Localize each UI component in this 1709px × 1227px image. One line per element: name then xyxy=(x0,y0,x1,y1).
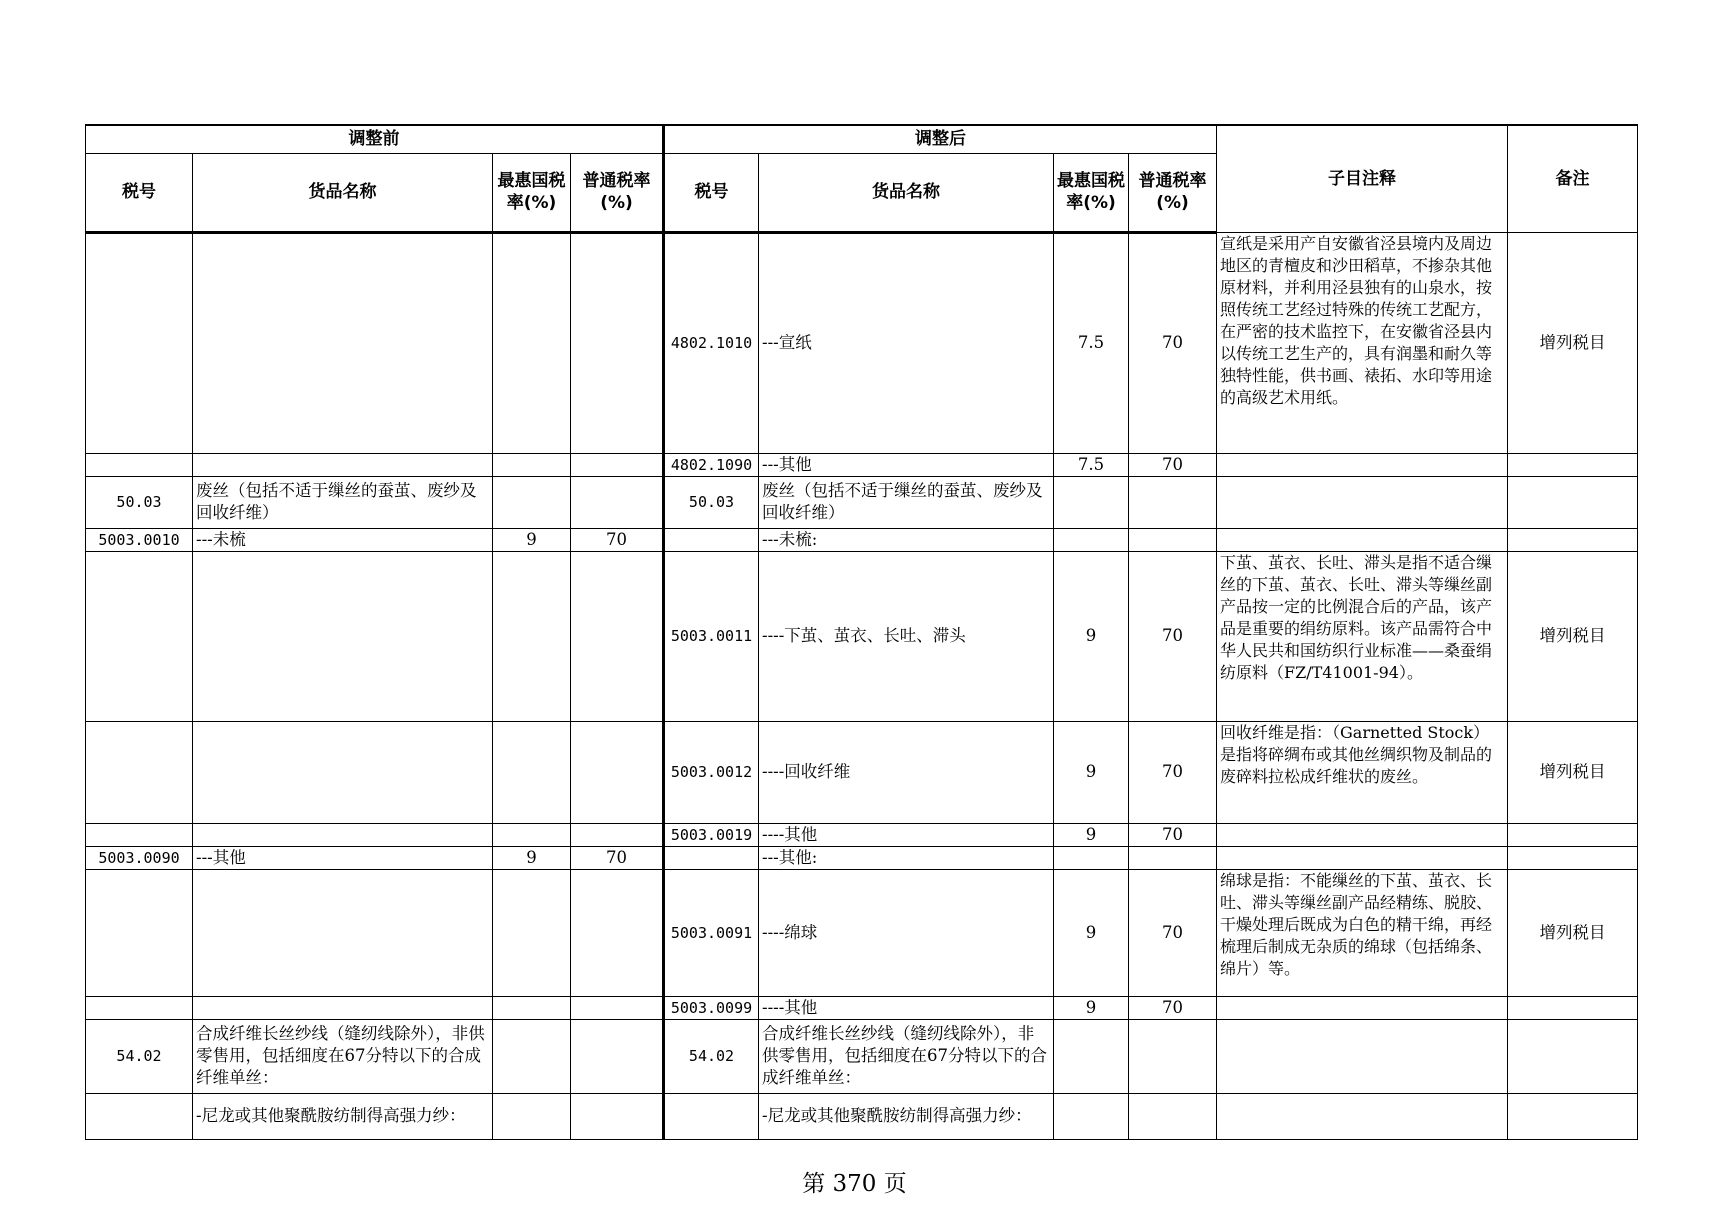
remark: 增列税目 xyxy=(1508,869,1638,996)
after-code: 5003.0019 xyxy=(664,823,759,846)
after-mfn: 9 xyxy=(1054,551,1129,721)
before-code-header: 税号 xyxy=(86,153,193,232)
before-code xyxy=(86,551,193,721)
before-general xyxy=(571,551,664,721)
before-general xyxy=(571,721,664,823)
before-mfn-header: 最惠国税率(%) xyxy=(493,153,571,232)
before-general xyxy=(571,476,664,528)
before-name xyxy=(193,551,493,721)
subheading-note xyxy=(1217,528,1508,551)
subheading-note xyxy=(1217,1093,1508,1139)
before-code xyxy=(86,232,193,453)
remark: 增列税目 xyxy=(1508,551,1638,721)
before-name: 合成纤维长丝纱线（缝纫线除外），非供零售用，包括细度在67分特以下的合成纤维单丝： xyxy=(193,1019,493,1093)
before-name xyxy=(193,823,493,846)
subheading-note xyxy=(1217,823,1508,846)
before-name: ---未梳 xyxy=(193,528,493,551)
after-code: 50.03 xyxy=(664,476,759,528)
after-general: 70 xyxy=(1129,996,1217,1019)
after-general xyxy=(1129,1093,1217,1139)
before-name xyxy=(193,721,493,823)
before-general-header: 普通税率(%) xyxy=(571,153,664,232)
remark: 增列税目 xyxy=(1508,232,1638,453)
after-name-header: 货品名称 xyxy=(759,153,1054,232)
before-mfn xyxy=(493,869,571,996)
remark-header: 备注 xyxy=(1508,125,1638,232)
subheading-note: 绵球是指：不能缫丝的下茧、茧衣、长吐、滞头等缫丝副产品经精练、脱胶、干燥处理后既成为白色的精干绵，再经梳理后制成无杂质的绵球（包括绵条、绵片）等。 xyxy=(1217,869,1508,996)
before-code xyxy=(86,721,193,823)
before-code: 5003.0010 xyxy=(86,528,193,551)
before-name-header: 货品名称 xyxy=(193,153,493,232)
before-mfn xyxy=(493,232,571,453)
after-mfn: 7.5 xyxy=(1054,453,1129,476)
after-code-header: 税号 xyxy=(664,153,759,232)
before-mfn xyxy=(493,721,571,823)
after-name: -尼龙或其他聚酰胺纺制得高强力纱： xyxy=(759,1093,1054,1139)
before-name: ---其他 xyxy=(193,846,493,869)
after-name: 废丝（包括不适于缫丝的蚕茧、废纱及回收纤维） xyxy=(759,476,1054,528)
table-row xyxy=(86,1019,1638,1093)
after-header: 调整后 xyxy=(664,125,1217,153)
subheading-note: 下茧、茧衣、长吐、滞头是指不适合缫丝的下茧、茧衣、长吐、滞头等缫丝副产品按一定的比例混合后的产品，该产品是重要的绢纺原料。该产品需符合中华人民共和国纺织行业标准——桑蚕绢纺原料（FZ/T41001-94）。 xyxy=(1217,551,1508,721)
subheading-note xyxy=(1217,996,1508,1019)
before-mfn xyxy=(493,996,571,1019)
note-header: 子目注释 xyxy=(1217,125,1508,232)
before-mfn: 9 xyxy=(493,528,571,551)
before-code: 5003.0090 xyxy=(86,846,193,869)
before-general xyxy=(571,823,664,846)
remark xyxy=(1508,528,1638,551)
before-mfn: 9 xyxy=(493,846,571,869)
after-mfn-header: 最惠国税率(%) xyxy=(1054,153,1129,232)
after-code: 54.02 xyxy=(664,1019,759,1093)
subheading-note xyxy=(1217,453,1508,476)
after-name: ---其他 xyxy=(759,453,1054,476)
after-code xyxy=(664,528,759,551)
after-mfn: 9 xyxy=(1054,996,1129,1019)
before-mfn xyxy=(493,1019,571,1093)
remark: 增列税目 xyxy=(1508,721,1638,823)
before-code: 54.02 xyxy=(86,1019,193,1093)
after-mfn xyxy=(1054,1093,1129,1139)
before-general: 70 xyxy=(571,528,664,551)
after-code: 5003.0099 xyxy=(664,996,759,1019)
subheading-note: 宣纸是采用产自安徽省泾县境内及周边地区的青檀皮和沙田稻草，不掺杂其他原材料，并利用泾县独有的山泉水，按照传统工艺经过特殊的传统工艺配方，在严密的技术监控下，在安徽省泾县内以传统工艺生产的，具有润墨和耐久等独特性能，供书画、裱拓、水印等用途的高级艺术用纸。 xyxy=(1217,232,1508,453)
after-general xyxy=(1129,528,1217,551)
after-general-header: 普通税率(%) xyxy=(1129,153,1217,232)
after-mfn xyxy=(1054,528,1129,551)
before-code xyxy=(86,453,193,476)
tariff-table xyxy=(85,124,1638,1140)
table-row xyxy=(86,1093,1638,1139)
before-code xyxy=(86,823,193,846)
before-mfn xyxy=(493,476,571,528)
before-code xyxy=(86,1093,193,1139)
group-header-row xyxy=(86,125,1638,153)
after-name: ----回收纤维 xyxy=(759,721,1054,823)
after-mfn: 7.5 xyxy=(1054,232,1129,453)
before-mfn xyxy=(493,823,571,846)
after-code: 4802.1090 xyxy=(664,453,759,476)
table-row xyxy=(86,823,1638,846)
before-code: 50.03 xyxy=(86,476,193,528)
remark xyxy=(1508,823,1638,846)
after-general: 70 xyxy=(1129,869,1217,996)
table-row xyxy=(86,846,1638,869)
before-code xyxy=(86,996,193,1019)
after-mfn: 9 xyxy=(1054,869,1129,996)
after-code xyxy=(664,846,759,869)
after-general: 70 xyxy=(1129,232,1217,453)
after-code xyxy=(664,1093,759,1139)
before-mfn xyxy=(493,551,571,721)
table-row xyxy=(86,996,1638,1019)
table-row xyxy=(86,721,1638,823)
after-mfn xyxy=(1054,476,1129,528)
after-general xyxy=(1129,1019,1217,1093)
table-row xyxy=(86,232,1638,453)
before-general xyxy=(571,453,664,476)
before-general xyxy=(571,869,664,996)
after-code: 5003.0011 xyxy=(664,551,759,721)
after-general xyxy=(1129,476,1217,528)
remark xyxy=(1508,1093,1638,1139)
after-name: ---未梳: xyxy=(759,528,1054,551)
before-header: 调整前 xyxy=(86,125,664,153)
table-row xyxy=(86,528,1638,551)
before-name xyxy=(193,232,493,453)
after-name: 合成纤维长丝纱线（缝纫线除外），非供零售用，包括细度在67分特以下的合成纤维单丝： xyxy=(759,1019,1054,1093)
after-name: ----下茧、茧衣、长吐、滞头 xyxy=(759,551,1054,721)
remark xyxy=(1508,996,1638,1019)
after-name: ----绵球 xyxy=(759,869,1054,996)
before-general xyxy=(571,1019,664,1093)
after-name: ----其他 xyxy=(759,996,1054,1019)
after-code: 4802.1010 xyxy=(664,232,759,453)
subheading-note: 回收纤维是指：（Garnetted Stock）是指将碎绸布或其他丝绸织物及制品的废碎料拉松成纤维状的废丝。 xyxy=(1217,721,1508,823)
table-row xyxy=(86,476,1638,528)
remark xyxy=(1508,476,1638,528)
after-general: 70 xyxy=(1129,551,1217,721)
before-general xyxy=(571,232,664,453)
after-code: 5003.0091 xyxy=(664,869,759,996)
table-row xyxy=(86,869,1638,996)
subheading-note xyxy=(1217,1019,1508,1093)
after-name: ---宣纸 xyxy=(759,232,1054,453)
after-general: 70 xyxy=(1129,453,1217,476)
before-code xyxy=(86,869,193,996)
after-code: 5003.0012 xyxy=(664,721,759,823)
before-general: 70 xyxy=(571,846,664,869)
page-number: 第 370 页 xyxy=(802,1171,907,1197)
after-mfn xyxy=(1054,1019,1129,1093)
before-mfn xyxy=(493,1093,571,1139)
before-name: -尼龙或其他聚酰胺纺制得高强力纱： xyxy=(193,1093,493,1139)
after-mfn xyxy=(1054,846,1129,869)
before-general xyxy=(571,996,664,1019)
before-name xyxy=(193,996,493,1019)
after-name: ---其他: xyxy=(759,846,1054,869)
subheading-note xyxy=(1217,476,1508,528)
before-general xyxy=(571,1093,664,1139)
after-general: 70 xyxy=(1129,823,1217,846)
after-general xyxy=(1129,846,1217,869)
subheading-note xyxy=(1217,846,1508,869)
remark xyxy=(1508,846,1638,869)
remark xyxy=(1508,1019,1638,1093)
after-mfn: 9 xyxy=(1054,823,1129,846)
after-name: ----其他 xyxy=(759,823,1054,846)
after-general: 70 xyxy=(1129,721,1217,823)
before-name xyxy=(193,453,493,476)
before-name xyxy=(193,869,493,996)
remark xyxy=(1508,453,1638,476)
table-row xyxy=(86,453,1638,476)
before-mfn xyxy=(493,453,571,476)
table-row xyxy=(86,551,1638,721)
after-mfn: 9 xyxy=(1054,721,1129,823)
before-name: 废丝（包括不适于缫丝的蚕茧、废纱及回收纤维） xyxy=(193,476,493,528)
